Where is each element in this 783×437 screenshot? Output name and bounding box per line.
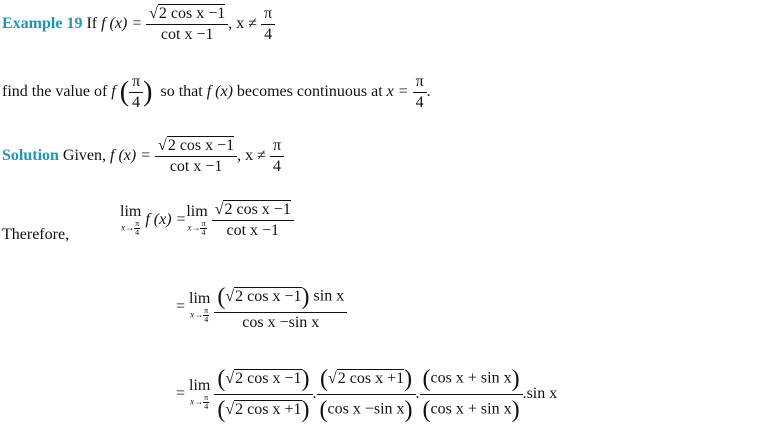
find-f: f (111, 83, 116, 101)
example-line (2, 4, 275, 45)
find-pi-over-4: $\frac{\pi}{4}$ (129, 72, 143, 113)
therefore-label: Therefore, (2, 226, 70, 243)
step2-fraction: $\frac{\text{(√2 cos x −1) sin x}}{\text{cos x −sin x}}$ (214, 282, 347, 333)
step3-fraction-3: $\frac{\text{(cos x + sin x)}}{\text{(cos x + sin x)}}$ (420, 364, 523, 425)
step3-fraction-1: $\frac{\text{(√2 cos x −1)}}{\text{(√2 cos x +1)}}$ (214, 364, 312, 425)
find-line: find the value of f ( $\frac{\pi}{4}$ ) so that f (x) becomes continuous at x = $\frac{\pi}{4}$ . (2, 73, 431, 111)
example-pi-over-4: $\frac{\pi}{4}$ (261, 4, 275, 45)
solution-fraction: $\frac{\text{√2 cos x −1}}{\text{cot x −1}}$ (155, 136, 237, 177)
limit-4: lim x→ $\frac{\pi}{4}$ (189, 376, 211, 412)
limit-2: lim x→ $\frac{\pi}{4}$ (186, 202, 208, 238)
solution-fx: f (x) = (110, 147, 152, 165)
solution-condition: , x ≠ (237, 147, 266, 165)
step-3-equation (176, 364, 557, 425)
example-label: Example 19 (2, 15, 83, 33)
solution-pi-over-4: $\frac{\pi}{4}$ (270, 136, 284, 177)
therefore-equation (120, 200, 294, 241)
given-text: Given, (62, 147, 107, 165)
dot-2: . (415, 385, 420, 403)
example-fraction: $\frac{\text{√2 cos x −1}}{\text{cot x −1}}$ (146, 4, 228, 45)
limit-1: lim x→ $\frac{\pi}{4}$ (120, 202, 142, 238)
find-fx: f (x) (206, 83, 233, 101)
find-xeq: x = (386, 83, 409, 101)
step2-eq: = (176, 298, 186, 316)
example-condition: , x ≠ (228, 15, 258, 33)
find-text-2: so that (160, 83, 203, 101)
dot-1: . (312, 385, 317, 403)
find-period: . (426, 83, 431, 101)
solution-line (2, 136, 284, 177)
step3-fraction-2: $\frac{\text{(√2 cos x +1)}}{\text{(cos x −sin x)}}$ (317, 364, 416, 425)
sqrt-symbol: √2 cos x −1 (149, 5, 226, 22)
find-text-3: becomes continuous at (236, 83, 383, 101)
if-text: If (86, 15, 98, 33)
therefore-fx: f (x) = (145, 211, 187, 229)
step3-tail: .sin x (522, 385, 558, 403)
find-text-1: find the value of (2, 83, 108, 101)
limit-3: lim x→ $\frac{\pi}{4}$ (189, 289, 211, 325)
step-2-equation (176, 282, 347, 333)
therefore-fraction: $\frac{\text{√2 cos x −1}}{\text{cot x −1}}$ (212, 200, 294, 241)
step3-eq: = (176, 385, 186, 403)
solution-label: Solution (2, 147, 59, 165)
find-pi-over-4-b: $\frac{\pi}{4}$ (413, 72, 427, 113)
example-fx: f (x) = (101, 15, 143, 33)
